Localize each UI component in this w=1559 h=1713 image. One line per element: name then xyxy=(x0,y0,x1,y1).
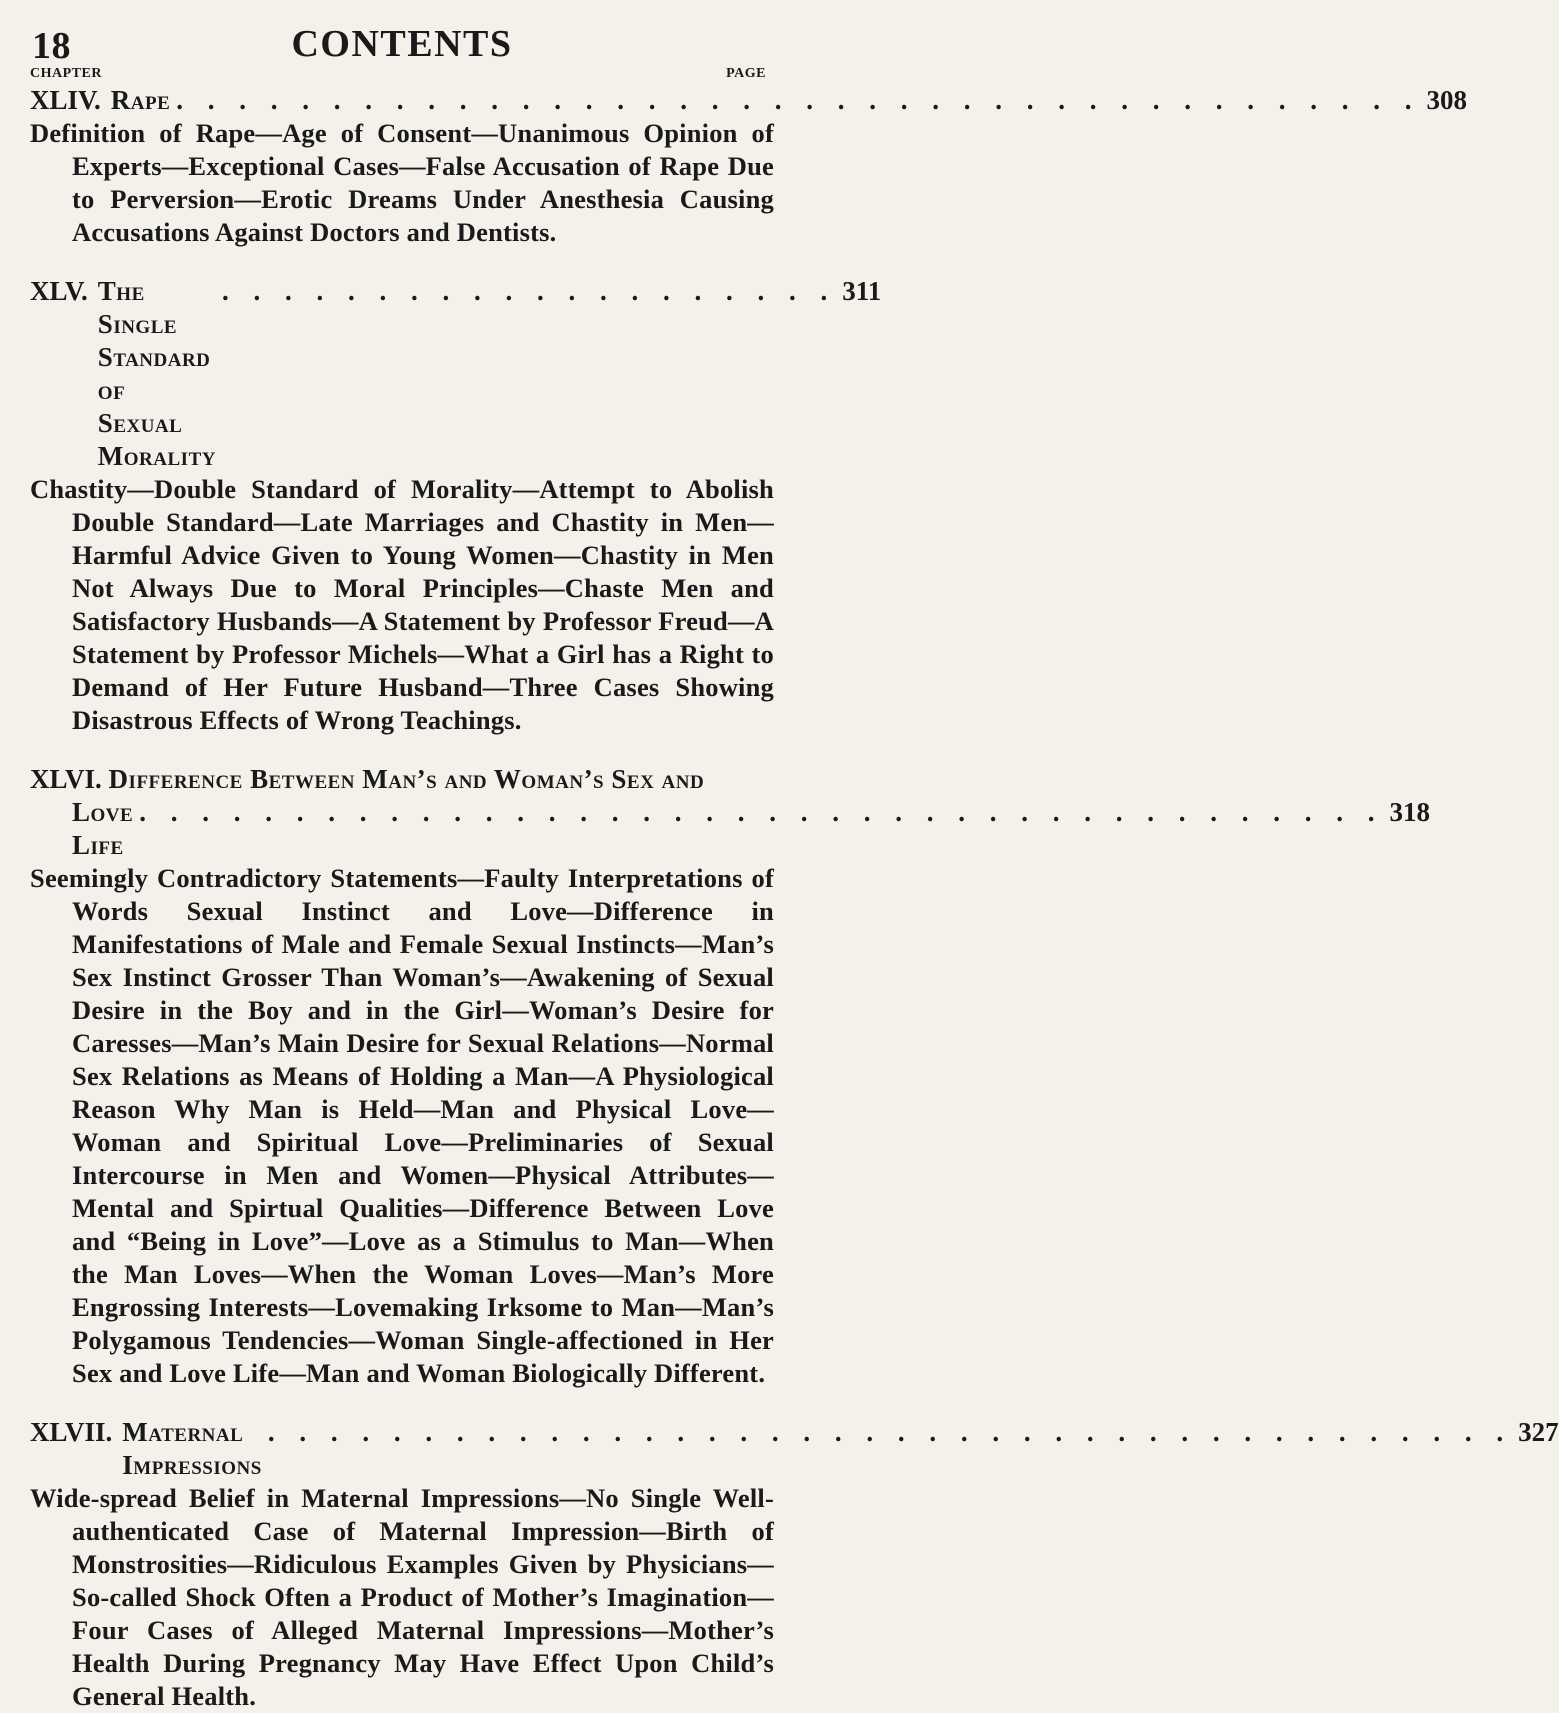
chapter-summary: Wide-spread Belief in Maternal Impressions—No Single Well-authenticated Case of Maternal Impression—Birth of Monstrosities—Ridiculous Examples Given by Physicians—So-called Shock Often a Product of Mother’s Imagination—Four Cases of Alleged Maternal Impressions—Mother’s Health During Pregnancy May Have Effect Upon Child’s General Health. xyxy=(30,1483,774,1711)
chapter-numeral: XLV. xyxy=(30,276,88,306)
dot-leader: . . . . . . . . . . . . . . . . . . . . xyxy=(221,276,837,306)
page-number: 18 xyxy=(32,25,71,67)
chapter-heading xyxy=(30,1416,1559,1482)
dot-leader: . . . . . . . . . . . . . . . . . . . . . . . . . . . . . . . . . . . . . . . . xyxy=(267,1417,1513,1447)
chapter-heading xyxy=(30,84,1468,117)
chapter-numeral: XLVII. xyxy=(30,1417,113,1447)
chapter-summary: Chastity—Double Standard of Morality—Attempt to Abolish Double Standard—Late Marriages and Chastity in Men—Harmful Advice Given to Young Women—Chastity in Men Not Always Due to Moral Principles—Chaste Men and Satisfactory Husbands—A Statement by Professor Freud—A Statement by Professor Michels—What a Girl has a Right to Demand of Her Future Husband—Three Cases Showing Disastrous Effects of Wrong Teachings. xyxy=(30,474,774,735)
dot-leader: . . . . . . . . . . . . . . . . . . . . . . . . . . . . . . . . . . . . . . . . xyxy=(139,797,1384,827)
chapter-heading xyxy=(30,275,882,473)
running-head xyxy=(30,22,774,67)
chapter-title: Rape xyxy=(110,85,171,115)
page-column-label: PAGE xyxy=(726,66,766,81)
page-title: CONTENTS xyxy=(291,23,513,65)
chapter-entry xyxy=(30,275,882,737)
chapter-page-number: 308 xyxy=(1426,85,1468,115)
column-labels xyxy=(30,64,774,84)
chapter-heading-continued xyxy=(30,796,1430,862)
chapter-numeral: XLIV. xyxy=(30,85,101,115)
chapter-entry xyxy=(30,84,1468,249)
chapter-entry xyxy=(30,763,1430,1390)
dot-leader: . . . . . . . . . . . . . . . . . . . . . . . . . . . . . . . . . . . . . . . . xyxy=(176,85,1421,115)
chapter-numeral: XLVI. xyxy=(30,764,102,794)
chapter-title: Difference Between Man’s and Woman’s Sex and xyxy=(108,764,705,794)
chapter-column-label: CHAPTER xyxy=(30,66,102,81)
chapter-summary: Seemingly Contradictory Statements—Faulty Interpretations of Words Sexual Instinct and Love—Difference in Manifestations of Male and Female Sexual Instincts—Man’s Sex Instinct Grosser Than Woman’s—Awakening of Sexual Desire in the Boy and in the Girl—Woman’s Desire for Caresses—Man’s Main Desire for Sexual Relations—Normal Sex Relations as Means of Holding a Man—A Physiological Reason Why Man is Held—Man and Physical Love—Woman and Spiritual Love—Preliminaries of Sexual Intercourse in Men and Women—Physical Attributes—Mental and Spirtual Qualities—Difference Between Love and “Being in Love”—Love as a Stimulus to Man—When the Man Loves—When the Woman Loves—Man’s More Engrossing Interests—Lovemaking Irksome to Man—Man’s Polygamous Tendencies—Woman Single-affectioned in Her Sex and Love Life—Man and Woman Biologically Different. xyxy=(30,863,774,1388)
chapter-title: Maternal Impressions xyxy=(122,1417,262,1480)
chapter-title-line2: Love Life xyxy=(72,797,134,860)
chapter-page-number: 318 xyxy=(1389,797,1430,827)
chapter-page-number: 311 xyxy=(842,276,882,306)
chapter-title: The Single Standard of Sexual Morality xyxy=(97,276,216,471)
chapter-page-number: 327 xyxy=(1518,1417,1559,1447)
chapter-heading xyxy=(30,763,774,796)
chapter-summary: Definition of Rape—Age of Consent—Unanimous Opinion of Experts—Exceptional Cases—False Accusation of Rape Due to Perversion—Erotic Dreams Under Anesthesia Causing Accusations Against Doctors and Dentists. xyxy=(30,118,774,247)
chapter-entry xyxy=(30,1416,1559,1713)
